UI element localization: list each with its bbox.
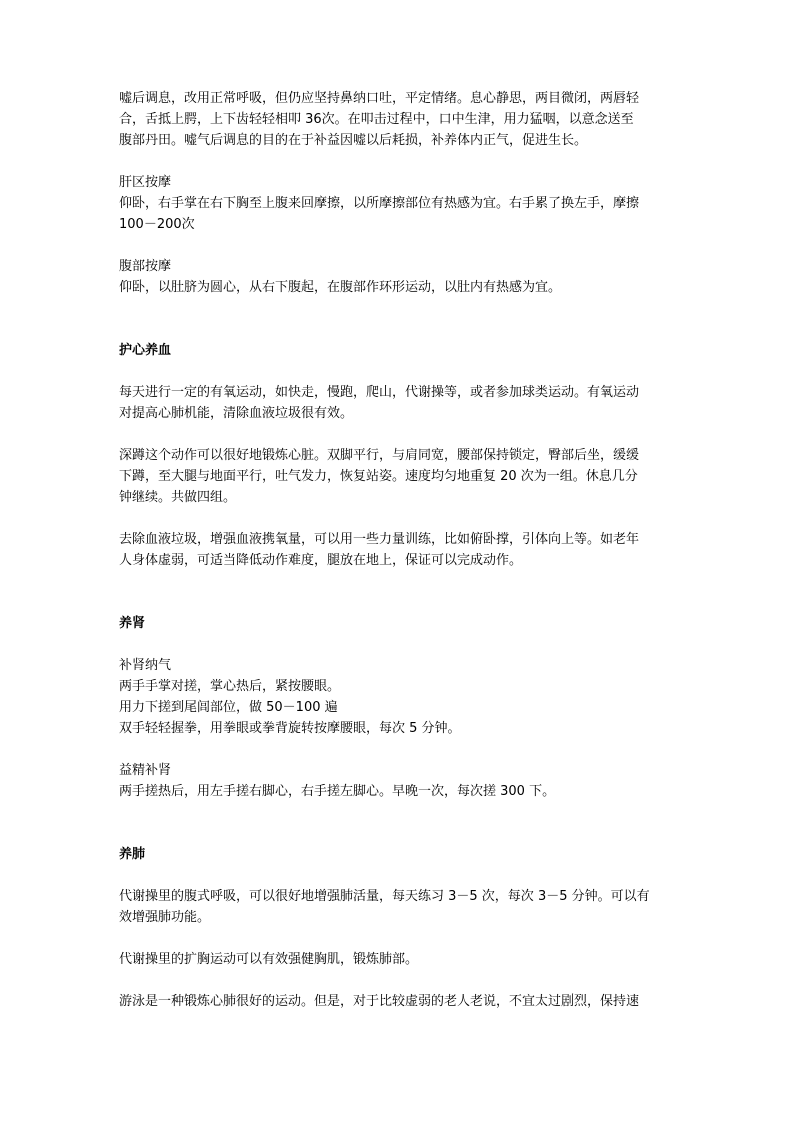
document-page [119,88,679,1012]
text-line: 仰卧，以肚脐为圆心，从右下腹起，在腹部作环形运动，以肚内有热感为宜。 [119,280,562,295]
lung-paragraph-2 [119,949,679,970]
subsection-title: 肝区按摩 [119,175,172,190]
lung-paragraph-3 [119,991,679,1012]
text-line: 人身体虚弱，可适当降低动作难度，腿放在地上，保证可以完成动作。 [119,553,523,568]
text-line: 合，舌抵上腭，上下齿轻轻相叩 36次。在叩击过程中，口中生津，用力猛咽，以意念送至 [119,112,634,127]
subsection-title: 益精补肾 [119,763,172,778]
text-line: 嘘后调息，改用正常呼吸，但仍应坚持鼻纳口吐，平定情绪。息心静思，两目微闭，两唇轻 [119,91,640,106]
text-line: 深蹲这个动作可以很好地锻炼心脏。双脚平行，与肩同宽，腰部保持锁定，臀部后坐，缓缓 [119,448,640,463]
text-line: 钟继续。共做四组。 [119,490,237,505]
text-line: 每天进行一定的有氧运动，如快走，慢跑，爬山，代谢操等，或者参加球类运动。有氧运动 [119,385,640,400]
kidney-sub-1 [119,655,679,739]
text-line: 腹部丹田。嘘气后调息的目的在于补益因嘘以后耗损，补养体内正气，促进生长。 [119,133,588,148]
text-line: 效增强肺功能。 [119,910,211,925]
abdomen-massage-block [119,256,679,298]
lung-paragraph-1 [119,886,679,928]
heart-paragraph-1 [119,382,679,424]
text-line: 仰卧，右手掌在右下胸至上腹来回摩擦，以所摩擦部位有热感为宜。右手累了换左手，摩擦 [119,196,640,211]
text-line: 两手手掌对搓，掌心热后，紧按腰眼。 [119,679,341,694]
text-line: 代谢操里的扩胸运动可以有效强健胸肌，锻炼肺部。 [119,952,419,967]
text-line: 下蹲，至大腿与地面平行，吐气发力，恢复站姿。速度均匀地重复 20 次为一组。休息几分 [119,469,638,484]
subsection-title: 补肾纳气 [119,658,172,673]
section-heading-kidney: 养肾 [119,616,146,631]
heart-paragraph-2 [119,445,679,508]
text-line: 去除血液垃圾，增强血液携氧量，可以用一些力量训练，比如俯卧撑，引体向上等。如老年 [119,532,640,547]
section-heading-lung: 养肺 [119,847,146,862]
text-line: 双手轻轻握拳，用拳眼或拳背旋转按摩腰眼，每次 5 分钟。 [119,721,461,736]
text-line: 游泳是一种锻炼心肺很好的运动。但是，对于比较虚弱的老人老说，不宜太过剧烈，保持速 [119,994,640,1009]
heart-paragraph-3 [119,529,679,571]
section-heading-heart: 护心养血 [119,343,172,358]
liver-massage-block [119,172,679,235]
subsection-title: 腹部按摩 [119,259,172,274]
text-line: 两手搓热后，用左手搓右脚心，右手搓左脚心。早晚一次，每次搓 300 下。 [119,784,556,799]
kidney-sub-2 [119,760,679,802]
text-line: 对提高心肺机能，清除血液垃圾很有效。 [119,406,354,421]
text-line: 代谢操里的腹式呼吸，可以很好地增强肺活量，每天练习 3－5 次，每次 3－5 分钟。可以有 [119,889,650,904]
text-line: 100－200次 [119,217,195,232]
text-line: 用力下搓到尾闾部位，做 50－100 遍 [119,700,338,715]
intro-paragraph [119,88,679,151]
